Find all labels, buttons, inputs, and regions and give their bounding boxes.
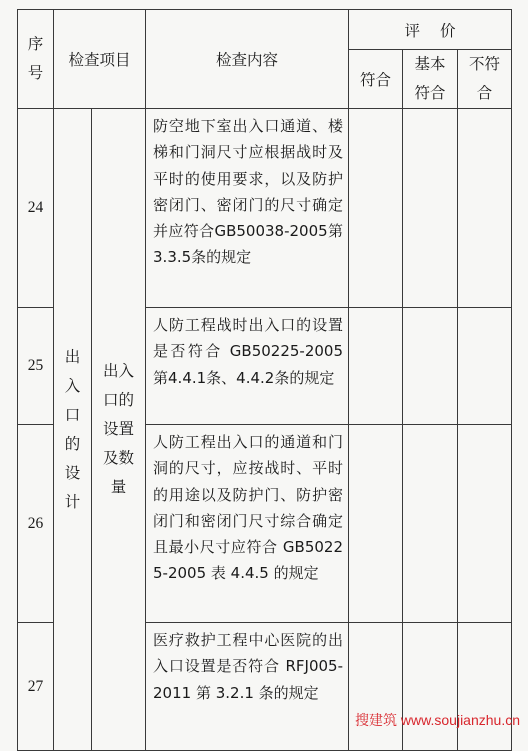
group-level1: 出入口的设计: [54, 109, 92, 751]
watermark: 搜建筑 www.soujianzhu.cn: [355, 712, 520, 728]
inspection-table: [17, 9, 512, 751]
table-row: [18, 109, 512, 308]
cell-conform[interactable]: [349, 425, 403, 623]
row-number: 27: [18, 623, 54, 751]
row-content: 防空地下室出入口通道、楼梯和门洞尺寸应根据战时及平时的使用要求，以及防护密闭门、密闭门的尺寸确定并应符合GB50038-2005第3.3.5条的规定: [146, 109, 349, 308]
header-col-basic: 基本符合: [403, 50, 458, 109]
header-eval: 评价: [349, 10, 512, 50]
row-number: 25: [18, 308, 54, 425]
row-content: 人防工程出入口的通道和门洞的尺寸，应按战时、平时的用途以及防护门、防护密闭门和密闭门尺寸综合确定且最小尺寸应符合 GB50225-2005 表 4.4.5 的规定: [146, 425, 349, 623]
cell-nonconform[interactable]: [458, 425, 512, 623]
cell-nonconform[interactable]: [458, 308, 512, 425]
cell-basic[interactable]: [403, 109, 458, 308]
header-col-nonconform: 不符合: [458, 50, 512, 109]
row-content: 人防工程战时出入口的设置是否符合 GB50225-2005 第4.4.1条、4.4.2条的规定: [146, 308, 349, 425]
row-content: 医疗救护工程中心医院的出入口设置是否符合 RFJ005-2011 第 3.2.1 条的规定: [146, 623, 349, 751]
cell-nonconform[interactable]: [458, 109, 512, 308]
cell-basic[interactable]: [403, 623, 458, 751]
cell-conform[interactable]: [349, 308, 403, 425]
cell-nonconform[interactable]: [458, 623, 512, 751]
header-seq: 序号: [18, 10, 54, 109]
header-item: 检查项目: [54, 10, 146, 109]
header-col-conform: 符合: [349, 50, 403, 109]
cell-conform[interactable]: [349, 109, 403, 308]
cell-basic[interactable]: [403, 425, 458, 623]
cell-conform[interactable]: [349, 623, 403, 751]
header-content: 检查内容: [146, 10, 349, 109]
cell-basic[interactable]: [403, 308, 458, 425]
row-number: 24: [18, 109, 54, 308]
row-number: 26: [18, 425, 54, 623]
group-level2: 出入口的设置及数量: [92, 109, 146, 751]
